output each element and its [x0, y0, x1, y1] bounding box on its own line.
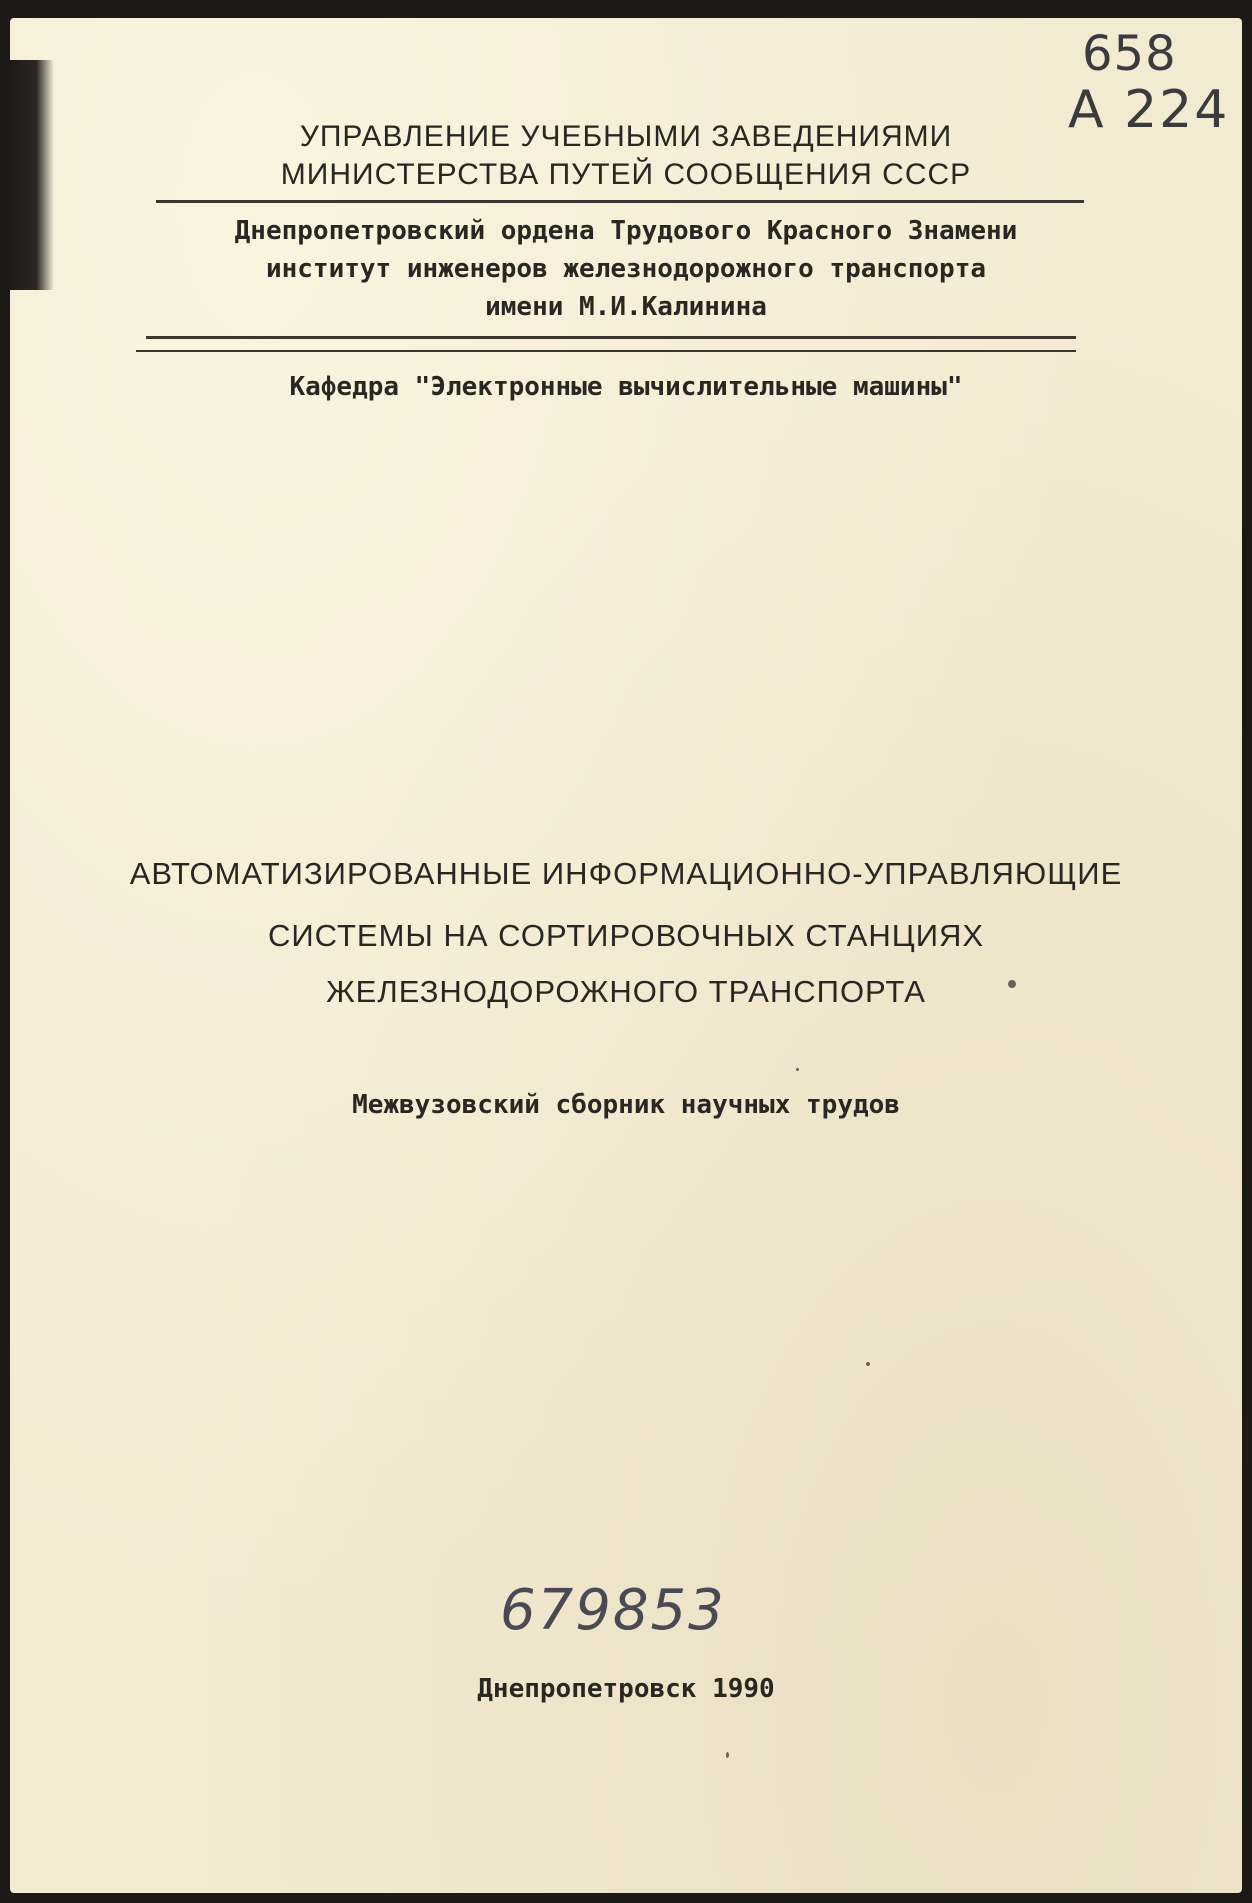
call-number-line-2: А 224 [1068, 80, 1230, 140]
paper-speck [726, 1752, 729, 1758]
call-number-line-1: 658 [1082, 26, 1177, 82]
title-line-2: СИСТЕМЫ НА СОРТИРОВОЧНЫХ СТАНЦИЯХ [267, 918, 985, 953]
institute-line-3: имени М.И.Калинина [485, 292, 767, 322]
department: Кафедра "Электронные вычислительные машины" [289, 372, 963, 402]
title-line-3: ЖЕЛЕЗНОДОРОЖНОГО ТРАНСПОРТА [326, 974, 926, 1009]
header-divider [156, 200, 1084, 203]
subtitle: Межвузовский сборник научных трудов [352, 1090, 900, 1120]
paper-speck [1008, 980, 1016, 988]
ministry-header-line-2: МИНИСТЕРСТВА ПУТЕЙ СООБЩЕНИЯ СССР [280, 158, 972, 191]
institute-divider-top [146, 336, 1076, 339]
institute-divider-bottom [136, 350, 1076, 352]
imprint: Днепропетровск 1990 [477, 1674, 775, 1704]
ministry-header-line-1: УПРАВЛЕНИЕ УЧЕБНЫМИ ЗАВЕДЕНИЯМИ [299, 120, 953, 153]
paper-speck [866, 1362, 870, 1366]
inventory-number: 679853 [500, 1578, 726, 1643]
institute-line-1: Днепропетровский ордена Трудового Красного Знамени [234, 216, 1018, 246]
paper-speck [796, 1068, 799, 1071]
institute-line-2: институт инженеров железнодорожного транспорта [265, 254, 987, 284]
title-line-1: АВТОМАТИЗИРОВАННЫЕ ИНФОРМАЦИОННО-УПРАВЛЯЮЩИЕ [129, 856, 1123, 891]
